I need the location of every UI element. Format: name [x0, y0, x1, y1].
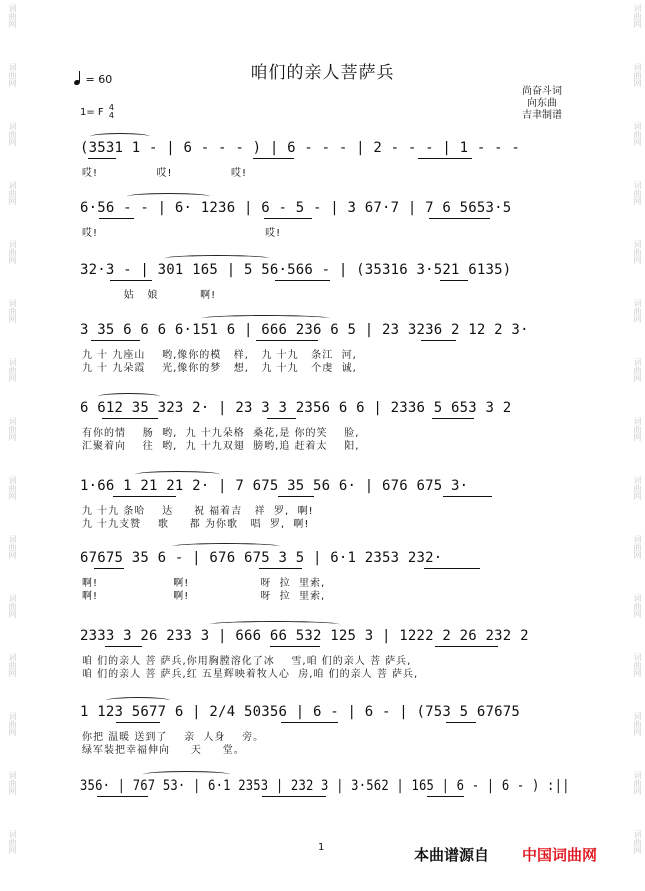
arranger: 吉聿制谱	[522, 110, 562, 121]
slur-mark	[98, 393, 160, 400]
watermark-text: 词曲网	[633, 299, 642, 323]
lyric-line: 有你的情 肠 哟, 九 十九朵格 桑花,是 你的笑 脸,	[82, 428, 360, 439]
time-signature	[109, 104, 114, 120]
score-system	[80, 322, 580, 372]
watermark-text: 词曲网	[633, 594, 642, 618]
notation-line: 1 123 5677 6 | 2/4 50356 | 6 - | 6 - | (753 5 67675	[80, 704, 521, 720]
score-system	[80, 778, 580, 828]
lyric-line: 咱 们的亲人 菩 萨兵,你用胸膛溶化了冰 雪,咱 们的亲人 菩 萨兵,	[82, 656, 412, 667]
watermark-text: 词曲网	[633, 771, 642, 795]
watermark-text: 词曲网	[8, 299, 17, 323]
watermark-text: 词曲网	[633, 358, 642, 382]
beam-underline	[429, 218, 490, 219]
beam-underline	[94, 568, 124, 569]
beam-underline	[275, 280, 330, 281]
lyric-line: 九 十九支赞 歌 都 为你歌 唱 罗, 啊!	[82, 519, 310, 530]
beam-underline	[278, 496, 314, 497]
beam-underline	[91, 340, 140, 341]
watermark-text: 词曲网	[8, 417, 17, 441]
watermark-text: 词曲网	[8, 181, 17, 205]
watermark-text: 词曲网	[8, 830, 17, 854]
watermark-text: 词曲网	[633, 535, 642, 559]
notation-line: 3 35 6 6 6 6·151 6 | 666 236 6 5 | 23 3236 2 12 2 3·	[80, 322, 529, 338]
watermark-text: 词曲网	[8, 358, 17, 382]
notation-line: 6·56 - - | 6· 1236 | 6 - 5 - | 3 67·7 | 7 6 5653·5	[80, 200, 512, 216]
beam-underline	[435, 646, 498, 647]
watermark-text: 词曲网	[8, 4, 17, 28]
watermark-right	[628, 0, 642, 891]
watermark-text: 词曲网	[633, 63, 642, 87]
notation-line: (3531 1 - | 6 - - - ) | 6 - - - | 2 - - - | 1 - - -	[80, 140, 521, 156]
notation-line: 32·3 - | 301 165 | 5 56·566 - | (35316 3·521 6135)	[80, 262, 512, 278]
slur-mark	[127, 193, 210, 200]
slur-mark	[135, 471, 220, 478]
page-number: 1	[318, 842, 325, 853]
score-system	[80, 262, 580, 312]
slur-mark	[201, 315, 330, 322]
lyricist: 尚奋斗词	[522, 86, 562, 97]
watermark-text: 词曲网	[8, 771, 17, 795]
beam-underline	[281, 722, 338, 723]
slur-mark	[90, 133, 150, 140]
watermark-text: 词曲网	[8, 122, 17, 146]
watermark-text: 词曲网	[8, 594, 17, 618]
watermark-text: 词曲网	[633, 417, 642, 441]
watermark-text: 词曲网	[8, 63, 17, 87]
key-signature	[80, 104, 114, 120]
tempo-marking	[74, 72, 112, 86]
beam-underline	[424, 568, 480, 569]
lyric-line: 汇聚着向 往 哟, 九 十九双翅 膀哟,追 赶着太 阳,	[82, 441, 360, 452]
lyric-line: 啊! 啊! 呀 拉 里索,	[82, 578, 326, 589]
beam-underline	[97, 796, 148, 797]
notation-line: 67675 35 6 - | 676 675 3 5 | 6·1 2353 232·	[80, 550, 443, 566]
beam-underline	[421, 340, 456, 341]
beam-underline	[270, 646, 320, 647]
score-system	[80, 478, 580, 528]
slur-mark	[106, 697, 170, 704]
song-title: 咱们的亲人菩萨兵	[250, 63, 395, 83]
slur-mark	[164, 255, 270, 262]
lyric-line: 绿军装把幸福伸向 天 堂。	[82, 745, 245, 756]
notation-line: 1·66 1 21 21 2· | 7 675 35 56 6· | 676 675 3·	[80, 478, 469, 494]
beam-underline	[262, 796, 326, 797]
watermark-text: 词曲网	[8, 535, 17, 559]
notation-line: 356· | 767 53· | 6·1 2353 | 232 3 | 3·562 | 165 | 6 - | 6 - ) :||	[80, 778, 570, 794]
watermark-text: 词曲网	[8, 476, 17, 500]
slur-mark	[209, 621, 340, 628]
watermark-text: 词曲网	[633, 712, 642, 736]
beam-underline	[102, 418, 158, 419]
beam-underline	[113, 496, 176, 497]
beam-underline	[259, 568, 302, 569]
watermark-text: 词曲网	[8, 240, 17, 264]
slur-mark	[172, 543, 280, 550]
quarter-note-icon	[74, 73, 82, 86]
watermark-text: 词曲网	[8, 712, 17, 736]
notation-line: 6 612 35 323 2· | 23 3 3 2356 6 6 | 2336 5 653 3 2	[80, 400, 512, 416]
watermark-left	[3, 0, 17, 891]
beam-underline	[253, 158, 294, 159]
score-system	[80, 140, 580, 190]
beam-underline	[105, 646, 142, 647]
lyric-line: 你把 温暖 送到了 亲 人身 旁。	[82, 732, 265, 743]
credits	[522, 86, 562, 122]
score-system	[80, 550, 580, 600]
beam-underline	[256, 340, 318, 341]
watermark-text: 词曲网	[633, 476, 642, 500]
lyric-line: 姑 娘 啊!	[82, 290, 217, 301]
watermark-text: 词曲网	[633, 830, 642, 854]
watermark-text: 词曲网	[633, 240, 642, 264]
beam-underline	[432, 418, 474, 419]
watermark-text: 词曲网	[8, 653, 17, 677]
beam-underline	[446, 722, 476, 723]
score-system	[80, 704, 580, 754]
beam-underline	[267, 418, 296, 419]
beam-underline	[110, 280, 152, 281]
tempo-value: = 60	[85, 73, 113, 86]
lyric-line: 哎! 哎! 哎!	[82, 168, 248, 179]
score-system	[80, 400, 580, 450]
lyric-line: 哎! 哎!	[82, 228, 282, 239]
score-system	[80, 200, 580, 250]
watermark-text: 词曲网	[633, 653, 642, 677]
source-text: 本曲谱源自	[414, 846, 490, 864]
lyric-line: 九 十九 条哈 达 祝 福着吉 祥 罗, 啊!	[82, 506, 314, 517]
key-label: 1= F	[80, 107, 104, 118]
lyric-line: 九 十 九座山 哟,像你的模 样, 九 十九 条江 河,	[82, 350, 357, 361]
beam-underline	[88, 158, 116, 159]
score-system	[80, 628, 580, 678]
beam-underline	[99, 218, 134, 219]
beam-underline	[116, 722, 160, 723]
beam-underline	[418, 158, 472, 159]
beam-underline	[427, 796, 464, 797]
watermark-text: 词曲网	[633, 181, 642, 205]
brand-logo: 中国词曲网	[522, 846, 598, 864]
beam-underline	[264, 218, 312, 219]
slur-mark	[143, 771, 230, 778]
beam-underline	[443, 496, 492, 497]
watermark-text: 词曲网	[633, 4, 642, 28]
meter-top: 4	[108, 103, 114, 112]
beam-underline	[440, 280, 468, 281]
lyric-line: 啊! 啊! 呀 拉 里索,	[82, 591, 326, 602]
meter-bottom: 4	[108, 111, 114, 120]
composer: 向东曲	[527, 98, 557, 109]
lyric-line: 咱 们的亲人 菩 萨兵,红 五星辉映着牧人心 房,咱 们的亲人 菩 萨兵,	[82, 669, 419, 680]
watermark-text: 词曲网	[633, 122, 642, 146]
notation-line: 2333 3 26 233 3 | 666 66 532 125 3 | 1222 2 26 232 2	[80, 628, 529, 644]
lyric-line: 九 十 九朵霞 光,像你的梦 想, 九 十九 个虔 诚,	[82, 363, 357, 374]
